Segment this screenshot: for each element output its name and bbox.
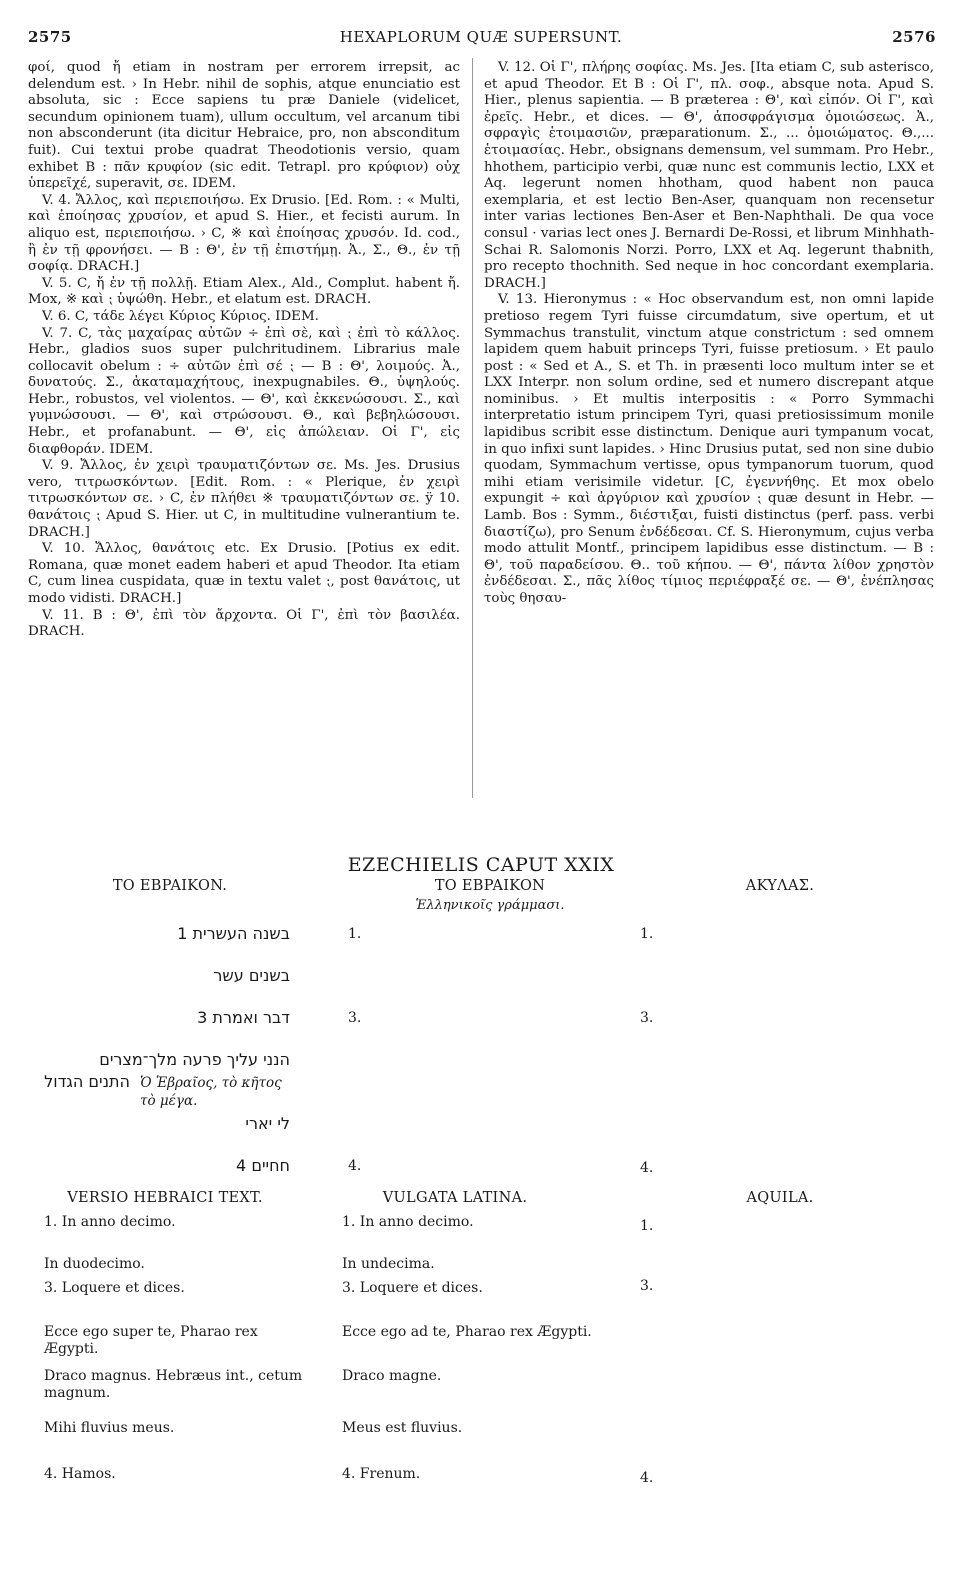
column-heading-hebrew-greek-letters: TO EBPAIKON — [434, 878, 546, 894]
verse-number: 3. — [348, 1010, 362, 1026]
verse-number: 3. — [640, 1010, 654, 1026]
commentary-paragraph: V. 10. Ἄλλος, θανάτοις etc. Ex Drusio. [Potius ex edit. Romana, quæ monet eadem haberi et apud Theodor. Ita etiam C, cum linea cuspidata, quæ in textu valet ⁏, post θανάτοις, ut modo vidisti. DRACH.] — [28, 541, 460, 606]
vulgate-line: In undecima. — [342, 1256, 435, 1272]
hebrew-line: בשנה העשרית 1 — [177, 924, 290, 943]
column-heading-aquila: AKYΛΑΣ. — [745, 878, 815, 894]
commentary-paragraph: V. 12. Οἱ Γ', πλήρης σοφίας. Ms. Jes. [Ita etiam C, sub asterisco, et apud Theodor. Et B : Οἱ Γ', πλ. σοφ., absque nota. Apud S. Hier., plenus sapientia. — B præterea : Θ', καὶ εἰπόν. Οἱ Γ', καὶ ἐρεῖς. Hebr., et dices. — Θ', ἀποσφράγισμα ὁμοιώσεως. Ἀ., σφραγὶς ἑτοιμασιῶν, præparationum. Σ., ... ὁμοιώματος. Θ.,... ἑτοιμασίας. Hebr., obsignans demensum, vel summam. Pro Hebr., hhothem, participio verbi, quæ nunc est communis lectio, LXX et Aq. legerunt nomen hhotham, quod habent non pauca exemplaria, et est lectio Ben-Aser, quanquam non recensetur inter varias lectiones Ben-Aser et Ben-Naphthali. De qua voce consul · varias lect ones J. Bernardi De-Rossi, et librum Minhhath-Schai R. Salomonis Norzi. Porro, LXX et Aq. legerunt thabnith, pro recepto thochnith. Sed neque in hoc concordant exemplaria. DRACH.] — [484, 60, 934, 291]
hebrew-version-line: In duodecimo. — [44, 1256, 145, 1272]
hebrew-line: חחיים 4 — [236, 1156, 290, 1175]
hebrew-line: התנים הגדול — [44, 1072, 130, 1091]
hebrew-line: לי יארי — [245, 1114, 290, 1133]
commentary-paragraph: V. 11. B : Θ', ἐπὶ τὸν ἄρχοντα. Οἱ Γ', ἐπὶ τὸν βασιλέα. DRACH. — [28, 607, 460, 640]
column-divider — [472, 58, 473, 798]
hebrew-line: בשנים עשר — [213, 966, 290, 985]
vulgate-line: Meus est fluvius. — [342, 1420, 463, 1436]
vulgate-line: 3. Loquere et dices. — [342, 1280, 483, 1296]
left-commentary-column — [28, 60, 460, 641]
commentary-paragraph: φοί, quod ἤ etiam in nostram per errorem irrepsit, ac delendum est. › In Hebr. nihil de sophis, atque enunciatio est absoluta, sic : Ecce sapiens tu præ Daniele (videlicet, secundum opinionem tuam), ullum occultum, vel arcanum tibi non absconderunt (ita dicitur Hebraice, pro, non absconditum fuit). Cui textui probe quadrat Theodotionis versio, quam exhibet B : πᾶν κρυφίον (sic edit. Tetrapl. pro κρύφιον) οὐχ ὑπερεῖχέ, superavit, σε. IDEM. — [28, 60, 460, 192]
column-heading-hebrew: TO EBPAIKON. — [112, 878, 228, 894]
hebrew-line: הנני עליך פרעה מלך־מצרים — [99, 1050, 290, 1069]
greek-note: Ὁ Ἑβραῖος, τὸ κῆτος τὸ μέγα. — [140, 1075, 282, 1109]
hebrew-version-line: 3. Loquere et dices. — [44, 1280, 185, 1296]
running-header — [0, 28, 962, 50]
hebrew-version-line: 4. Hamos. — [44, 1466, 116, 1482]
hebrew-version-line: Draco magnus. Hebræus int., cetum magnum. — [44, 1368, 303, 1401]
commentary-paragraph: V. 6. C, τάδε λέγει Κύριος Κύριος. IDEM. — [42, 308, 319, 324]
commentary-paragraph: V. 7. C, τὰς μαχαίρας αὐτῶν ÷ ἐπὶ σὲ, καὶ ⁏ ἐπὶ τὸ κάλλος. Hebr., gladios suos super pulchritudinem. Librarius male collocavit obelum : ÷ αὐτῶν ἐπὶ σέ ⁏ — B : Θ', λοιμούς. Ἀ., δυνατούς. Σ., ἀκαταμαχήτους, inexpugnabiles. Θ., ὑψηλούς. Hebr., robustos, vel violentos. — Θ', καὶ ἐκκενώσουσι. Σ., καὶ γυμνώσουσι. — Θ', καὶ στρώσουσι. Θ., καὶ βεβηλώσουσι. Hebr., et profanabunt. — Θ', εἰς ἀπώλειαν. Οἱ Γ', εἰς διαφθοράν. IDEM. — [28, 325, 460, 457]
vulgate-line: 1. In anno decimo. — [342, 1214, 474, 1230]
vulgate-line: Ecce ego ad te, Pharao rex Ægypti. — [342, 1324, 592, 1340]
verse-number: 1. — [640, 1218, 654, 1234]
commentary-paragraph: V. 4. Ἄλλος, καὶ περιεποιήσω. Ex Drusio. [Ed. Rom. : « Multi, καὶ ἐποίησας χρυσίον, et apud S. Hier., et fecisti aurum. In aliquo est, περιεποιήσω. › C, ※ καὶ ἐποίησας χρυσόν. Id. cod., ἢ ἐν τῇ φρονήσει. — B : Θ', ἐν τῇ ἐπιστήμῃ. Ἀ., Σ., Θ., ἐν τῇ σοφίᾳ. DRACH.] — [28, 192, 460, 275]
commentary-paragraph: V. 5. C, ἤ ἐν τῇ πολλῇ. Etiam Alex., Ald., Complut. habent ἤ. Mox, ※ καὶ ⁏ ὑψώθη. Hebr., et elatum est. DRACH. — [28, 275, 460, 308]
hebrew-version-line: 1. In anno decimo. — [44, 1214, 176, 1230]
column-heading-hebrew-version: VERSIO HEBRAICI TEXT. — [67, 1190, 263, 1206]
hebrew-version-line: Mihi fluvius meus. — [44, 1420, 175, 1436]
column-subheading: Ἑλληνικοῖς γράμμασι. — [415, 898, 565, 913]
verse-number: 4. — [348, 1158, 362, 1174]
hebrew-version-line: Ecce ego super te, Pharao rex Ægypti. — [44, 1324, 258, 1357]
verse-number: 4. — [640, 1160, 654, 1176]
vulgate-line: 4. Frenum. — [342, 1466, 421, 1482]
commentary-paragraph: V. 13. Hieronymus : « Hoc observandum est, non omni lapide pretioso regem Tyri fuisse circumdatum, sive opertum, et ut Symmachus transtulit, vinctum atque constrictum : sed omnem lapidem quem habuit princeps Tyri, fuisse pretiosum. › Et paulo post : « Sed et A., S. et Th. in præsenti loco multum inter se et LXX Interpr. non solum ordine, sed et numero discrepant atque nominibus. › Et multis interpositis : « Porro Symmachi interpretatio istum principem Tyri, quasi pretiosissimum monile lapidibus scribit esse distinctum. Denique auri tympanum vocat, in quo infixi sunt lapides. › Hinc Drusius putat, sed non sine dubio quodam, Symmachum vertisse, opus tympanorum tuorum, quod mihi etiam verisimile videtur. [C, ἐγεννήθης. Et mox obelo expungit ÷ καὶ ἀργύριον καὶ χρυσίον ⁏ quæ desunt in Hebr. — Lamb. Bos : Symm., διέστιξαι, fuisti distinctus (perf. pass. verbi διαστίζω), pro Senum ἐνδέδεσαι. Cf. S. Hieronymum, cujus verba modo attulit Montf., principem lapidibus esse distinctum. — B : Θ', τοῦ παραδείσου. Θ.. τοῦ κήπου. — Θ', πάντα λίθον χρηστὸν ἐνδέδεσαι. Σ., πᾶς λίθος τίμιος περιέφραξέ σε. — Θ', ἐνέπλησας τοὺς θησαυ- — [484, 292, 934, 606]
running-title: HEXAPLORUM QUÆ SUPERSUNT. — [339, 28, 623, 46]
verse-number: 1. — [348, 926, 362, 942]
column-heading-aquila-latin: AQUILA. — [746, 1190, 814, 1206]
hebrew-line: דבר ואמרת 3 — [197, 1008, 290, 1027]
page-number-left: 2575 — [28, 28, 72, 46]
chapter-title: EZECHIELIS CAPUT XXIX — [347, 854, 615, 876]
page-number-right: 2576 — [892, 28, 936, 46]
right-commentary-column — [484, 60, 934, 608]
verse-number: 1. — [640, 926, 654, 942]
commentary-paragraph: V. 9. Ἄλλος, ἐν χειρὶ τραυματιζόντων σε. Ms. Jes. Drusius vero, τιτρωσκόντων. [Edit. Rom. : « Plerique, ἐν χειρὶ τιτρωσκόντων σε. › C, ἐν πλήθει ※ τραυματιζόντων σε. ÿ 10. θανάτοις ⁏ Apud S. Hier. ut C, in multitudine vulnerantium te. DRACH.] — [28, 458, 460, 540]
column-heading-vulgate: VULGATA LATINA. — [382, 1190, 528, 1206]
verse-number: 4. — [640, 1470, 654, 1486]
vulgate-line: Draco magne. — [342, 1368, 442, 1384]
verse-number: 3. — [640, 1278, 654, 1294]
